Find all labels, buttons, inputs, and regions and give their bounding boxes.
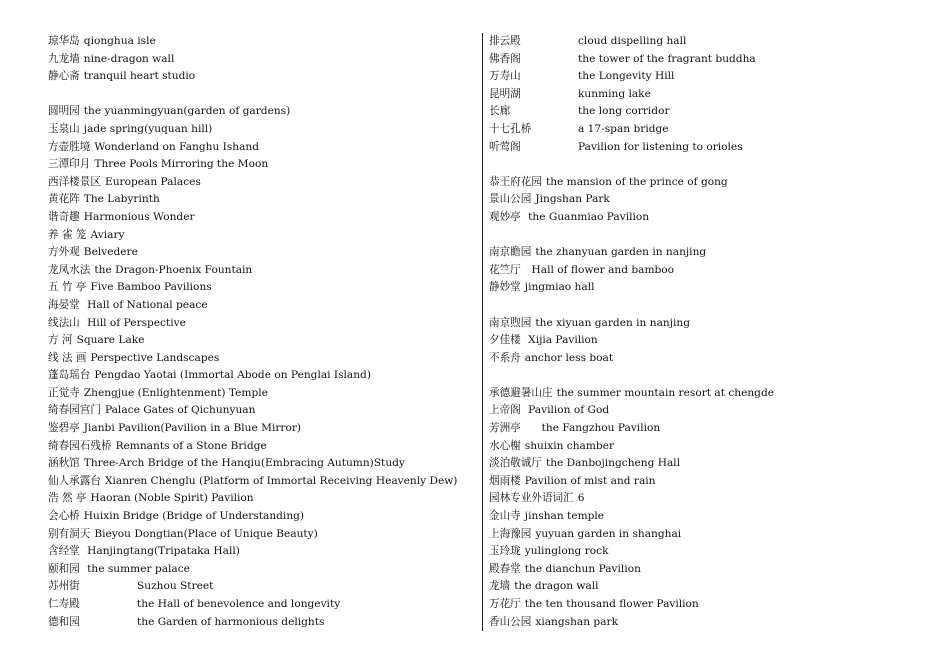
glossary-entry: [48, 455, 468, 473]
glossary-entry: [48, 244, 468, 262]
glossary-entry: [48, 596, 468, 614]
chinese-term: 会心桥: [48, 510, 80, 523]
chinese-term: 仙人承露台: [48, 474, 101, 487]
glossary-entry: [48, 561, 468, 579]
english-translation: the Guanmiao Pavilion: [524, 210, 650, 223]
glossary-entry: [489, 244, 929, 262]
english-translation: yuyuan garden in shanghai: [535, 527, 682, 540]
english-translation: Bieyou Dongtian(Place of Unique Beauty): [94, 527, 318, 540]
english-translation: Aviary: [90, 228, 125, 241]
english-translation: Pavilion for listening to orioles: [578, 140, 743, 153]
chinese-term: 西洋楼景区: [48, 175, 101, 188]
glossary-entry: [489, 526, 929, 544]
glossary-entry: [489, 543, 929, 561]
glossary-entry: [48, 33, 468, 51]
english-translation: yulinglong rock: [524, 545, 609, 558]
glossary-entry: [48, 490, 468, 508]
english-translation: Hall of National peace: [83, 298, 208, 311]
chinese-term: 景山公园: [489, 193, 532, 206]
english-translation: the summer mountain resort at chengde: [556, 386, 775, 399]
english-translation: a 17-span bridge: [578, 122, 669, 135]
chinese-term: 南京瞻园: [489, 246, 532, 259]
glossary-entry: [489, 490, 929, 508]
glossary-entry: [48, 385, 468, 403]
english-translation: the Garden of harmonious delights: [137, 615, 325, 628]
chinese-term: 颐和园: [48, 562, 80, 575]
glossary-entry: [48, 526, 468, 544]
glossary-entry: [48, 508, 468, 526]
english-translation: the Danbojingcheng Hall: [545, 457, 681, 470]
chinese-term: 水心榭: [489, 439, 521, 452]
english-translation: Xianren Chenglu (Platform of Immortal Receiving Heavenly Dew): [104, 474, 458, 487]
english-translation: Xijia Pavilion: [524, 334, 598, 347]
glossary-entry: [489, 86, 929, 104]
english-translation: Harmonious Wonder: [83, 210, 195, 223]
english-translation: jingmiao hall: [524, 281, 595, 294]
chinese-term: 长廊: [489, 105, 511, 118]
chinese-term: 金山寺: [489, 510, 521, 523]
chinese-term: 方 河: [48, 334, 73, 347]
english-translation: Wonderland on Fanghu Ishand: [94, 140, 260, 153]
english-translation: the long corridor: [578, 105, 670, 118]
glossary-entry: [48, 139, 468, 157]
glossary-entry: [489, 614, 929, 632]
english-translation: Pavilion of mist and rain: [524, 474, 656, 487]
chinese-term: 不系舟: [489, 351, 521, 364]
chinese-term: 花竺厅: [489, 263, 521, 276]
glossary-entry: [489, 262, 929, 280]
glossary-entry: [48, 279, 468, 297]
chinese-term: 万寿山: [489, 70, 521, 83]
glossary-entry: [48, 103, 468, 121]
column-divider: [482, 33, 483, 631]
english-translation: kunming lake: [578, 87, 651, 100]
blank-line: [489, 156, 929, 174]
english-translation: the Longevity Hill: [578, 70, 675, 83]
chinese-term: 夕佳楼: [489, 334, 521, 347]
english-translation: nine-dragon wall: [83, 52, 175, 65]
chinese-term: 正觉寺: [48, 386, 80, 399]
english-translation: Suzhou Street: [137, 580, 214, 593]
blank-line: [489, 297, 929, 315]
chinese-term: 养 雀 笼: [48, 228, 87, 241]
glossary-entry: [48, 402, 468, 420]
glossary-entry: [48, 420, 468, 438]
blank-line: [489, 367, 929, 385]
chinese-term: 静心斋: [48, 70, 80, 83]
glossary-right-column: [489, 33, 929, 631]
blank-line: [48, 86, 468, 104]
english-translation: 6: [577, 492, 585, 505]
english-translation: the Hall of benevolence and longevity: [137, 598, 341, 610]
chinese-term: 佛香阁: [489, 52, 521, 65]
chinese-term: 殿春堂: [489, 562, 521, 575]
glossary-entry: [48, 227, 468, 245]
glossary-entry: [489, 385, 929, 403]
english-translation: the yuanmingyuan(garden of gardens): [83, 105, 291, 118]
glossary-entry: [48, 438, 468, 456]
glossary-entry: [48, 209, 468, 227]
chinese-term: 含经堂: [48, 545, 80, 558]
english-translation: the zhanyuan garden in nanjing: [535, 246, 707, 259]
english-translation: Zhengjue (Enlightenment) Temple: [83, 386, 268, 399]
chinese-term: 淡泊敬诚厅: [489, 457, 542, 470]
chinese-term: 三潭印月: [48, 158, 91, 171]
chinese-term: 龙墙: [489, 580, 511, 593]
english-translation: Huixin Bridge (Bridge of Understanding): [83, 510, 305, 523]
glossary-entry: [48, 174, 468, 192]
english-translation: Perspective Landscapes: [90, 351, 220, 364]
english-translation: the dragon wall: [514, 580, 599, 593]
glossary-entry: [48, 121, 468, 139]
chinese-term: 圆明园: [48, 105, 80, 118]
glossary-left-column: [48, 33, 468, 631]
glossary-entry: [48, 156, 468, 174]
chinese-term: 芳洲亭: [489, 422, 521, 435]
glossary-entry: [489, 315, 929, 333]
chinese-term: 南京煦园: [489, 316, 532, 329]
glossary-entry: [489, 33, 929, 51]
english-translation: Three Pools Mirroring the Moon: [94, 158, 269, 171]
english-translation: Five Bamboo Pavilions: [90, 281, 212, 294]
english-translation: Pavilion of God: [524, 404, 610, 417]
chinese-term: 九龙墙: [48, 52, 80, 65]
english-translation: cloud dispelling hall: [578, 35, 687, 47]
glossary-entry: [489, 508, 929, 526]
english-translation: shuixin chamber: [524, 439, 615, 452]
glossary-entry: [489, 121, 929, 139]
glossary-entry: [48, 543, 468, 561]
chinese-term: 园林专业外语词汇: [489, 492, 574, 505]
chinese-term: 方外观: [48, 246, 80, 259]
english-translation: jade spring(yuquan hill): [83, 122, 213, 135]
chinese-term: 鉴碧亭: [48, 422, 80, 435]
glossary-entry: [489, 68, 929, 86]
chinese-term: 万花厅: [489, 598, 521, 610]
chinese-term: 十七孔桥: [489, 122, 532, 135]
english-translation: the tower of the fragrant buddha: [578, 52, 756, 65]
glossary-entry: [48, 51, 468, 69]
glossary-entry: [489, 420, 929, 438]
chinese-term: 苏州街: [48, 580, 80, 593]
english-translation: Jianbi Pavilion(Pavilion in a Blue Mirror): [83, 422, 302, 435]
english-translation: Three-Arch Bridge of the Hanqiu(Embracing Autumn)Study: [83, 457, 405, 470]
chinese-term: 浩 然 亭: [48, 492, 87, 505]
english-translation: Palace Gates of Qichunyuan: [104, 404, 256, 417]
chinese-term: 昆明湖: [489, 87, 521, 100]
glossary-entry: [489, 103, 929, 121]
english-translation: qionghua isle: [83, 35, 156, 47]
english-translation: Haoran (Noble Spirit) Pavilion: [90, 492, 254, 505]
chinese-term: 别有洞天: [48, 527, 91, 540]
chinese-term: 琼华岛: [48, 35, 80, 47]
chinese-term: 上海豫园: [489, 527, 532, 540]
chinese-term: 承德避暑山庄: [489, 386, 553, 399]
english-translation: the mansion of the prince of gong: [545, 175, 728, 188]
chinese-term: 听莺阁: [489, 140, 521, 153]
english-translation: Pengdao Yaotai (Immortal Abode on Penglai Island): [94, 369, 371, 382]
chinese-term: 线法山: [48, 316, 80, 329]
glossary-entry: [489, 191, 929, 209]
chinese-term: 绮春园石残桥: [48, 439, 112, 452]
chinese-term: 恭王府花园: [489, 175, 542, 188]
english-translation: Hill of Perspective: [83, 316, 186, 329]
glossary-entry: [48, 297, 468, 315]
english-translation: Belvedere: [83, 246, 138, 259]
glossary-entry: [48, 367, 468, 385]
glossary-entry: [489, 174, 929, 192]
glossary-entry: [489, 51, 929, 69]
english-translation: Hanjingtang(Tripataka Hall): [83, 545, 240, 558]
english-translation: Remnants of a Stone Bridge: [115, 439, 267, 452]
glossary-entry: [489, 561, 929, 579]
english-translation: Jingshan Park: [535, 193, 610, 206]
english-translation: the dianchun Pavilion: [524, 562, 641, 575]
chinese-term: 绮春园宫门: [48, 404, 101, 417]
glossary-entry: [48, 262, 468, 280]
glossary-entry: [489, 350, 929, 368]
chinese-term: 烟雨楼: [489, 474, 521, 487]
chinese-term: 仁寿殿: [48, 598, 80, 610]
glossary-entry: [489, 578, 929, 596]
chinese-term: 玉泉山: [48, 122, 80, 135]
glossary-entry: [489, 455, 929, 473]
chinese-term: 龙凤水法: [48, 263, 91, 276]
glossary-entry: [48, 191, 468, 209]
glossary-entry: [48, 578, 468, 596]
chinese-term: 排云殿: [489, 35, 521, 47]
chinese-term: 香山公园: [489, 615, 532, 628]
chinese-term: 黄花阵: [48, 193, 80, 206]
chinese-term: 蓬岛瑶台: [48, 369, 91, 382]
english-translation: European Palaces: [104, 175, 201, 188]
chinese-term: 静妙堂: [489, 281, 521, 294]
english-translation: the Fangzhou Pavilion: [524, 422, 661, 435]
english-translation: the ten thousand flower Pavilion: [524, 598, 699, 610]
chinese-term: 海晏堂: [48, 298, 80, 311]
glossary-entry: [48, 332, 468, 350]
english-translation: Square Lake: [76, 334, 145, 347]
chinese-term: 德和园: [48, 615, 80, 628]
english-translation: the Dragon-Phoenix Fountain: [94, 263, 253, 276]
english-translation: xiangshan park: [535, 615, 619, 628]
chinese-term: 涵秋馆: [48, 457, 80, 470]
english-translation: the summer palace: [83, 562, 190, 575]
chinese-term: 观妙亭: [489, 210, 521, 223]
glossary-entry: [489, 402, 929, 420]
glossary-entry: [489, 209, 929, 227]
chinese-term: 方壶胜境: [48, 140, 91, 153]
glossary-entry: [48, 315, 468, 333]
chinese-term: 五 竹 亭: [48, 281, 87, 294]
glossary-entry: [48, 614, 468, 632]
blank-line: [489, 227, 929, 245]
chinese-term: 上帝阁: [489, 404, 521, 417]
english-translation: jinshan temple: [524, 510, 605, 523]
glossary-entry: [48, 350, 468, 368]
glossary-entry: [48, 68, 468, 86]
glossary-entry: [48, 473, 468, 491]
english-translation: The Labyrinth: [83, 193, 160, 206]
glossary-entry: [489, 438, 929, 456]
english-translation: the xiyuan garden in nanjing: [535, 316, 690, 329]
chinese-term: 谐奇趣: [48, 210, 80, 223]
glossary-entry: [489, 596, 929, 614]
english-translation: Hall of flower and bamboo: [524, 263, 675, 276]
chinese-term: 线 法 画: [48, 351, 87, 364]
glossary-entry: [489, 473, 929, 491]
english-translation: anchor less boat: [524, 351, 614, 364]
english-translation: tranquil heart studio: [83, 70, 196, 83]
glossary-entry: [489, 139, 929, 157]
glossary-entry: [489, 279, 929, 297]
glossary-entry: [489, 332, 929, 350]
chinese-term: 玉玲珑: [489, 545, 521, 558]
